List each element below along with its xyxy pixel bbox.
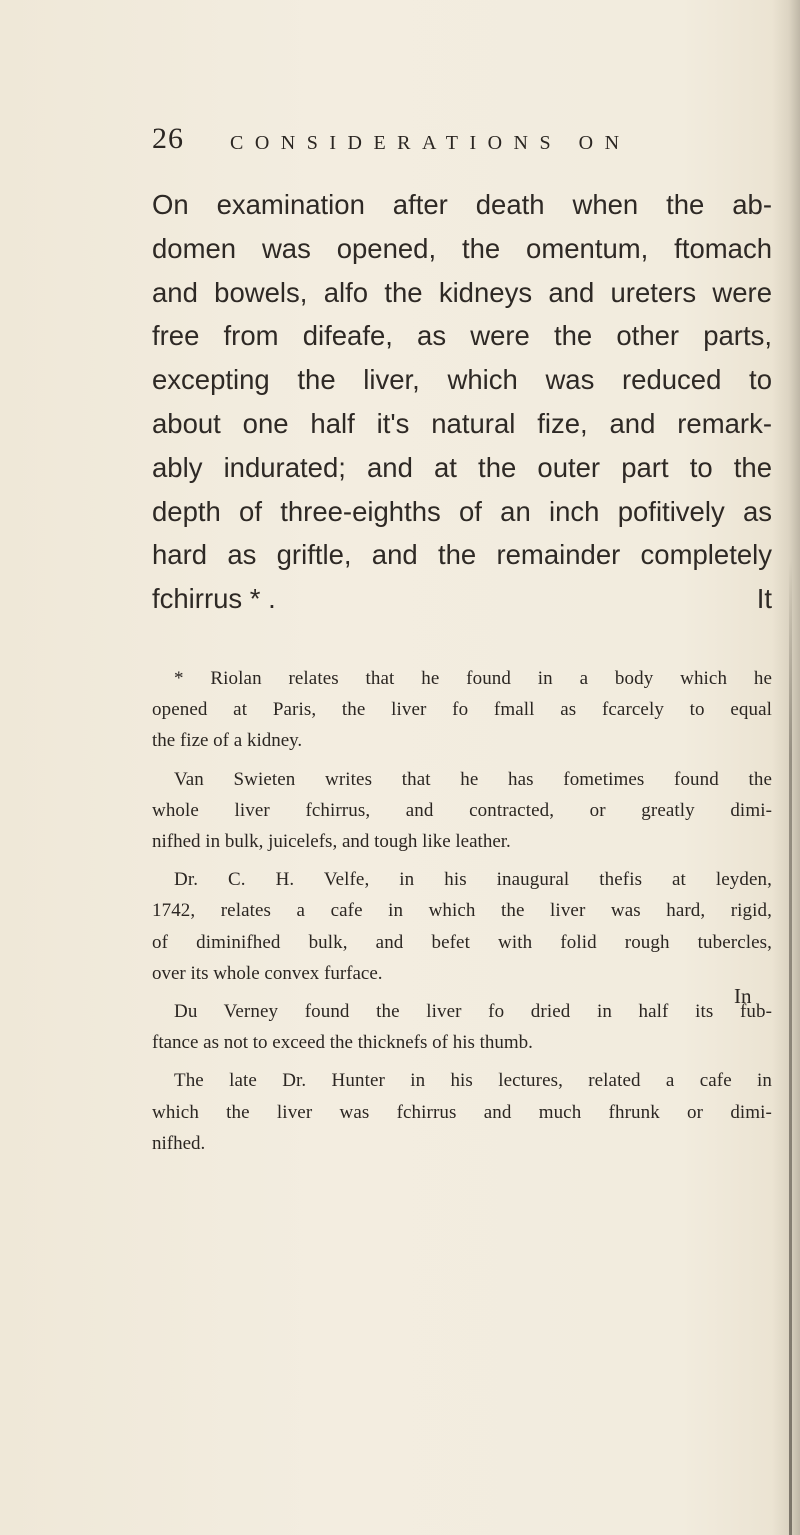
footnote-line: 1742, relates a cafe in which the liver was hard, rigid, [152, 900, 772, 922]
footnote-line: Dr. C. H. Velfe, in his inaugural thefis at leyden, [174, 869, 772, 891]
footnote [152, 663, 772, 757]
footnote-line: over its whole convex furface. [152, 962, 383, 984]
main-line: about one half it's natural fize, and remark- [152, 407, 772, 439]
footnote-line: nifhed. [152, 1132, 206, 1154]
main-line: On examination after death when the ab- [152, 189, 772, 220]
footnote-line: * Riolan relates that he found in a body which he [174, 668, 772, 689]
main-line: and bowels, alfo the kidneys and ureters were [152, 276, 772, 308]
main-last-line-right: It [756, 583, 772, 615]
footnote-line: whole liver fchirrus, and contracted, or greatly dimi- [152, 799, 772, 821]
footnote-line: which the liver was fchirrus and much fhrunk or dimi- [152, 1101, 772, 1123]
running-head-title: CONSIDERATIONS ON [230, 132, 631, 154]
footnote [152, 996, 772, 1058]
page-edge-shadow [772, 0, 800, 1535]
running-head [152, 122, 712, 162]
footnote-line: the fize of a kidney. [152, 730, 303, 752]
footnote-line: Van Swieten writes that he has fometimes found the [174, 768, 772, 790]
main-line: hard as griftle, and the remainder completely [152, 539, 772, 571]
main-last-line [152, 577, 772, 621]
footnote-line: ftance as not to exceed the thicknefs of his thumb. [152, 1032, 533, 1054]
main-line: domen was opened, the omentum, ftomach [152, 232, 772, 264]
main-line: excepting the liver, which was reduced to [152, 364, 772, 396]
main-line: depth of three-eighths of an inch pofitively as [152, 495, 772, 527]
main-last-line-left: fchirrus * . [152, 583, 276, 615]
main-line: free from difeafe, as were the other parts, [152, 320, 772, 352]
main-paragraph [152, 183, 772, 621]
footnote [152, 764, 772, 858]
footnote [152, 1065, 772, 1159]
footnote-line: opened at Paris, the liver fo fmall as fcarcely to equal [152, 699, 772, 721]
footnote-line: nifhed in bulk, juicelefs, and tough like leather. [152, 831, 511, 853]
footnote-line: of diminifhed bulk, and befet with folid rough tubercles, [152, 931, 772, 953]
footnote-line: The late Dr. Hunter in his lectures, related a cafe in [174, 1070, 772, 1092]
footnote [152, 864, 772, 989]
main-line: ably indurated; and at the outer part to the [152, 451, 772, 483]
footnotes [152, 663, 772, 1166]
page-number: 26 [152, 122, 184, 155]
page-edge-line [789, 560, 792, 1535]
catchword: In [734, 984, 752, 1008]
footnote-line: Du Verney found the liver fo dried in half its fub- [174, 1001, 772, 1023]
